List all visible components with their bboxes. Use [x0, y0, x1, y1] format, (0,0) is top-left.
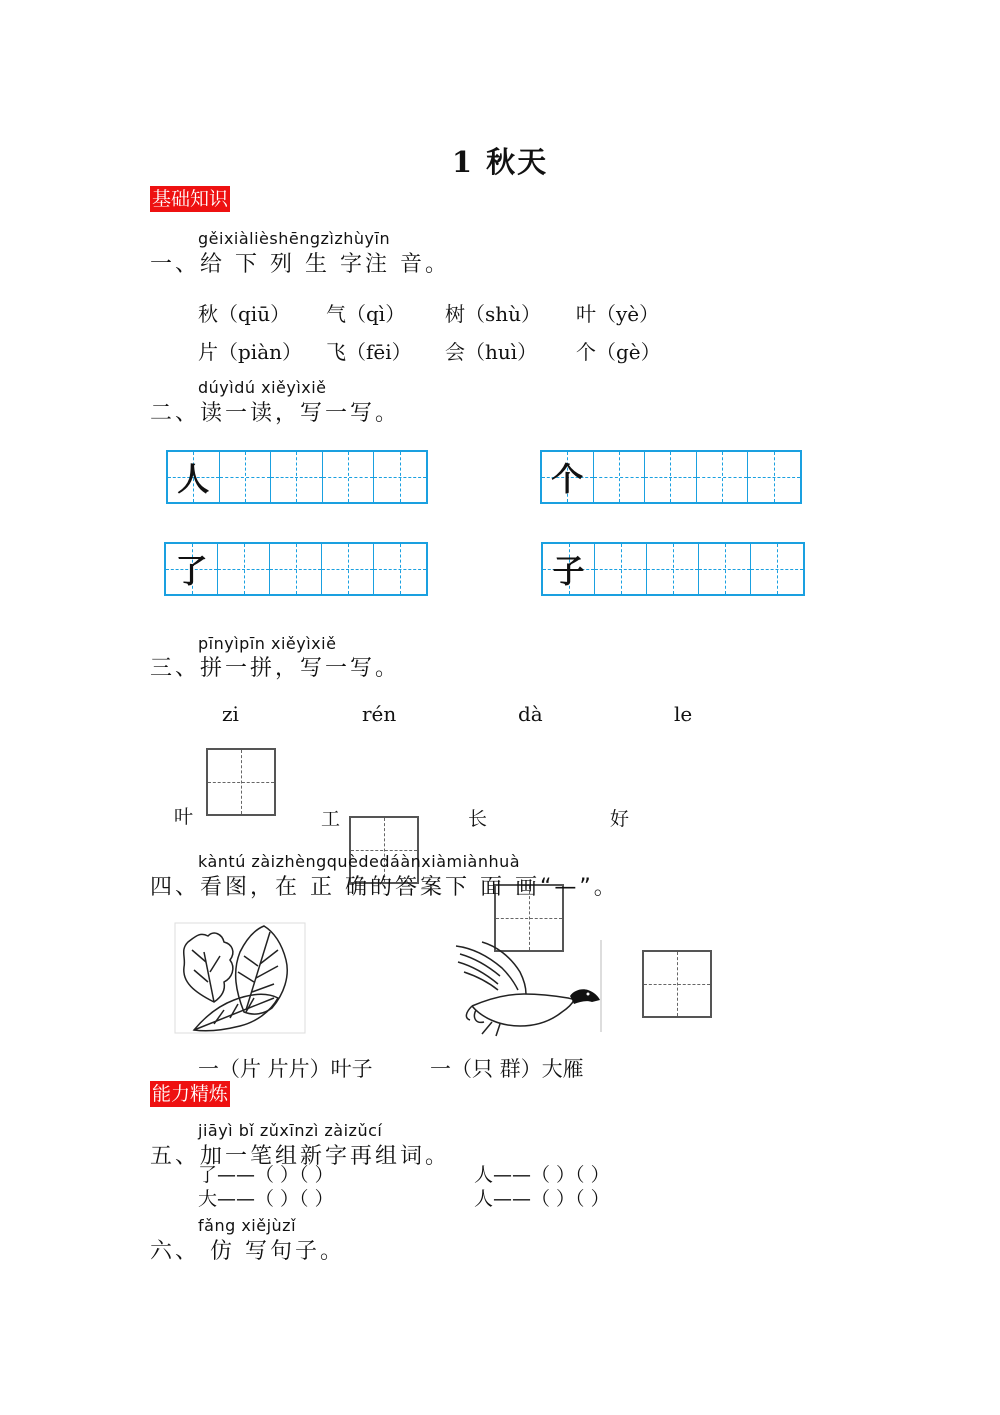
s3-pinyin: pīnyìpīn xiěyìxiě	[198, 634, 337, 653]
s4-pinyin: kàntú zàizhèngquèdedáànxiàmiànhuà	[198, 852, 521, 871]
s3-pinyin-4: le	[674, 702, 693, 726]
model-char: 了	[175, 552, 208, 590]
s2-pinyin: dúyìdú xiěyìxiě	[198, 378, 327, 397]
s3-char-2: 工	[321, 808, 341, 830]
s1-char-1: 秋（qiū）	[198, 302, 291, 326]
tianzi-box-1[interactable]	[206, 748, 276, 816]
s3-pinyin-3: dà	[518, 702, 543, 726]
s1-char-8: 个（gè）	[576, 340, 661, 364]
model-char: 人	[177, 460, 210, 498]
s1-char-3: 树（shù）	[445, 302, 542, 326]
page-title: 1 秋天	[451, 145, 549, 179]
s2-heading: 二、读一读，写一写。	[150, 401, 401, 426]
s5-line-2b: 人——（ ）（ ）	[474, 1188, 610, 1210]
s1-pinyin: gěixiàlièshēngzìzhùyīn	[198, 229, 391, 248]
s5-line-2a: 大——（ ）（ ）	[198, 1188, 334, 1210]
s1-char-7: 会（huì）	[445, 340, 538, 364]
s3-pinyin-2: rén	[362, 702, 397, 726]
leaves-illustration	[174, 922, 306, 1034]
writing-grid-le[interactable]	[164, 542, 428, 596]
s5-pinyin: jiāyì bǐ zǔxīnzì zàizǔcí	[198, 1121, 383, 1140]
writing-grid-ren[interactable]	[166, 450, 428, 504]
s1-char-6: 飞（fēi）	[326, 340, 412, 364]
s5-line-1a: 了——（ ）（ ）	[198, 1164, 334, 1186]
s1-char-4: 叶（yè）	[576, 302, 660, 326]
s6-pinyin: fǎng xiějùzǐ	[198, 1216, 297, 1235]
tianzi-box-4[interactable]	[642, 950, 712, 1018]
s4-choice-leaf: 一（片 片片）叶子	[198, 1057, 373, 1081]
s3-char-1: 叶	[174, 806, 194, 828]
s5-line-1b: 人——（ ）（ ）	[474, 1164, 610, 1186]
s1-char-2: 气（qì）	[326, 302, 406, 326]
model-char: 个	[551, 460, 584, 498]
s3-pinyin-1: zi	[222, 702, 239, 726]
s3-char-3: 长	[468, 808, 488, 830]
goose-illustration	[452, 938, 602, 1042]
s5-heading: 五、加一笔组新字再组词。	[150, 1144, 451, 1169]
s6-heading: 六、 仿 写句子。	[150, 1239, 345, 1264]
s1-char-5: 片（piàn）	[198, 340, 303, 364]
basic-knowledge-badge: 基础知识	[152, 188, 229, 210]
s1-heading: 一、给 下 列 生 字注 音。	[150, 252, 450, 277]
s3-char-4: 好	[610, 808, 630, 830]
writing-grid-zi[interactable]	[541, 542, 805, 596]
writing-grid-ge[interactable]	[540, 450, 802, 504]
model-char: 子	[552, 552, 585, 590]
s4-heading: 四、看图，在 正 确的答案下 面 画“—”。	[150, 875, 619, 900]
ability-badge: 能力精炼	[152, 1083, 229, 1105]
s3-heading: 三、拼一拼，写一写。	[150, 656, 401, 681]
s4-choice-goose: 一（只 群）大雁	[430, 1057, 584, 1081]
